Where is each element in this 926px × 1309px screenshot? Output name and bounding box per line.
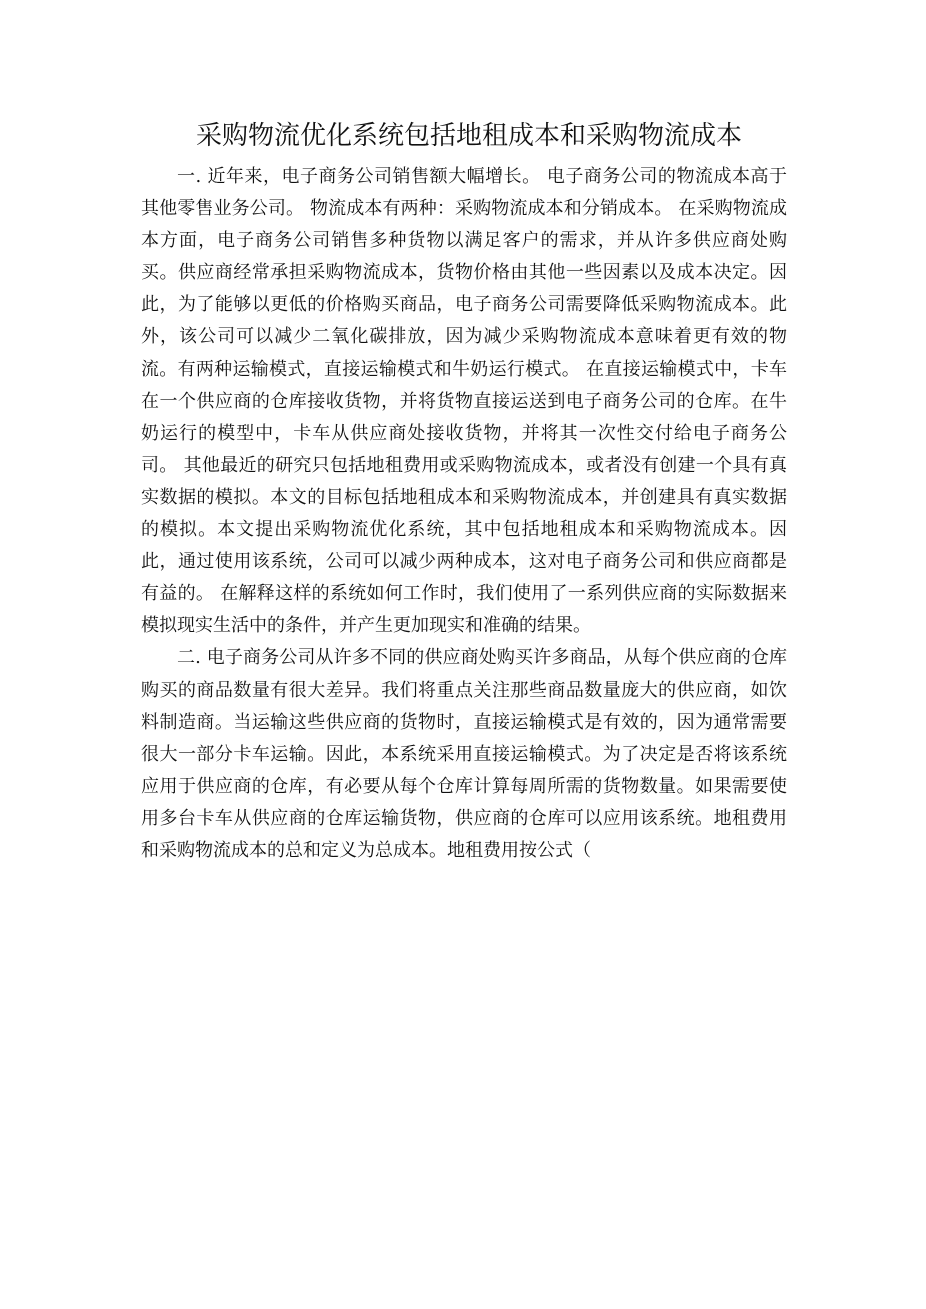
document-title: 采购物流优化系统包括地租成本和采购物流成本 bbox=[196, 121, 743, 151]
document-body bbox=[141, 161, 787, 867]
paragraph-1: 一. 近年来，电子商务公司销售额大幅增长。 电子商务公司的物流成本高于其他零售业务公司。 物流成本有两种：采购物流成本和分销成本。 在采购物流成本方面，电子商务公司销售多种货物以满足客户的需求，并从许多供应商处购买。供应商经常承担采购物流成本，货物价格由其他一些因素以及成本决定。因此，为了能够以更低的价格购买商品，电子商务公司需要降低采购物流成本。此外，该公司可以减少二氧化碳排放，因为减少采购物流成本意味着更有效的物流。有两种运输模式，直接运输模式和牛奶运行模式。 在直接运输模式中，卡车在一个供应商的仓库接收货物，并将货物直接运送到电子商务公司的仓库。在牛奶运行的模型中，卡车从供应商处接收货物，并将其一次性交付给电子商务公司。 其他最近的研究只包括地租费用或采购物流成本，或者没有创建一个具有真实数据的模拟。本文的目标包括地租成本和采购物流成本，并创建具有真实数据的模拟。本文提出采购物流优化系统，其中包括地租成本和采购物流成本。因此，通过使用该系统，公司可以减少两种成本，这对电子商务公司和供应商都是有益的。 在解释这样的系统如何工作时，我们使用了一系列供应商的实际数据来模拟现实生活中的条件，并产生更加现实和准确的结果。 bbox=[141, 166, 787, 637]
paragraph-2: 二. 电子商务公司从许多不同的供应商处购买许多商品，从每个供应商的仓库购买的商品数量有很大差异。我们将重点关注那些商品数量庞大的供应商，如饮料制造商。当运输这些供应商的货物时，直接运输模式是有效的，因为通常需要很大一部分卡车运输。因此，本系统采用直接运输模式。为了决定是否将该系统应用于供应商的仓库，有必要从每个仓库计算每周所需的货物数量。如果需要使用多台卡车从供应商的仓库运输货物，供应商的仓库可以应用该系统。地租费用和采购物流成本的总和定义为总成本。地租费用按公式（ bbox=[141, 647, 787, 861]
